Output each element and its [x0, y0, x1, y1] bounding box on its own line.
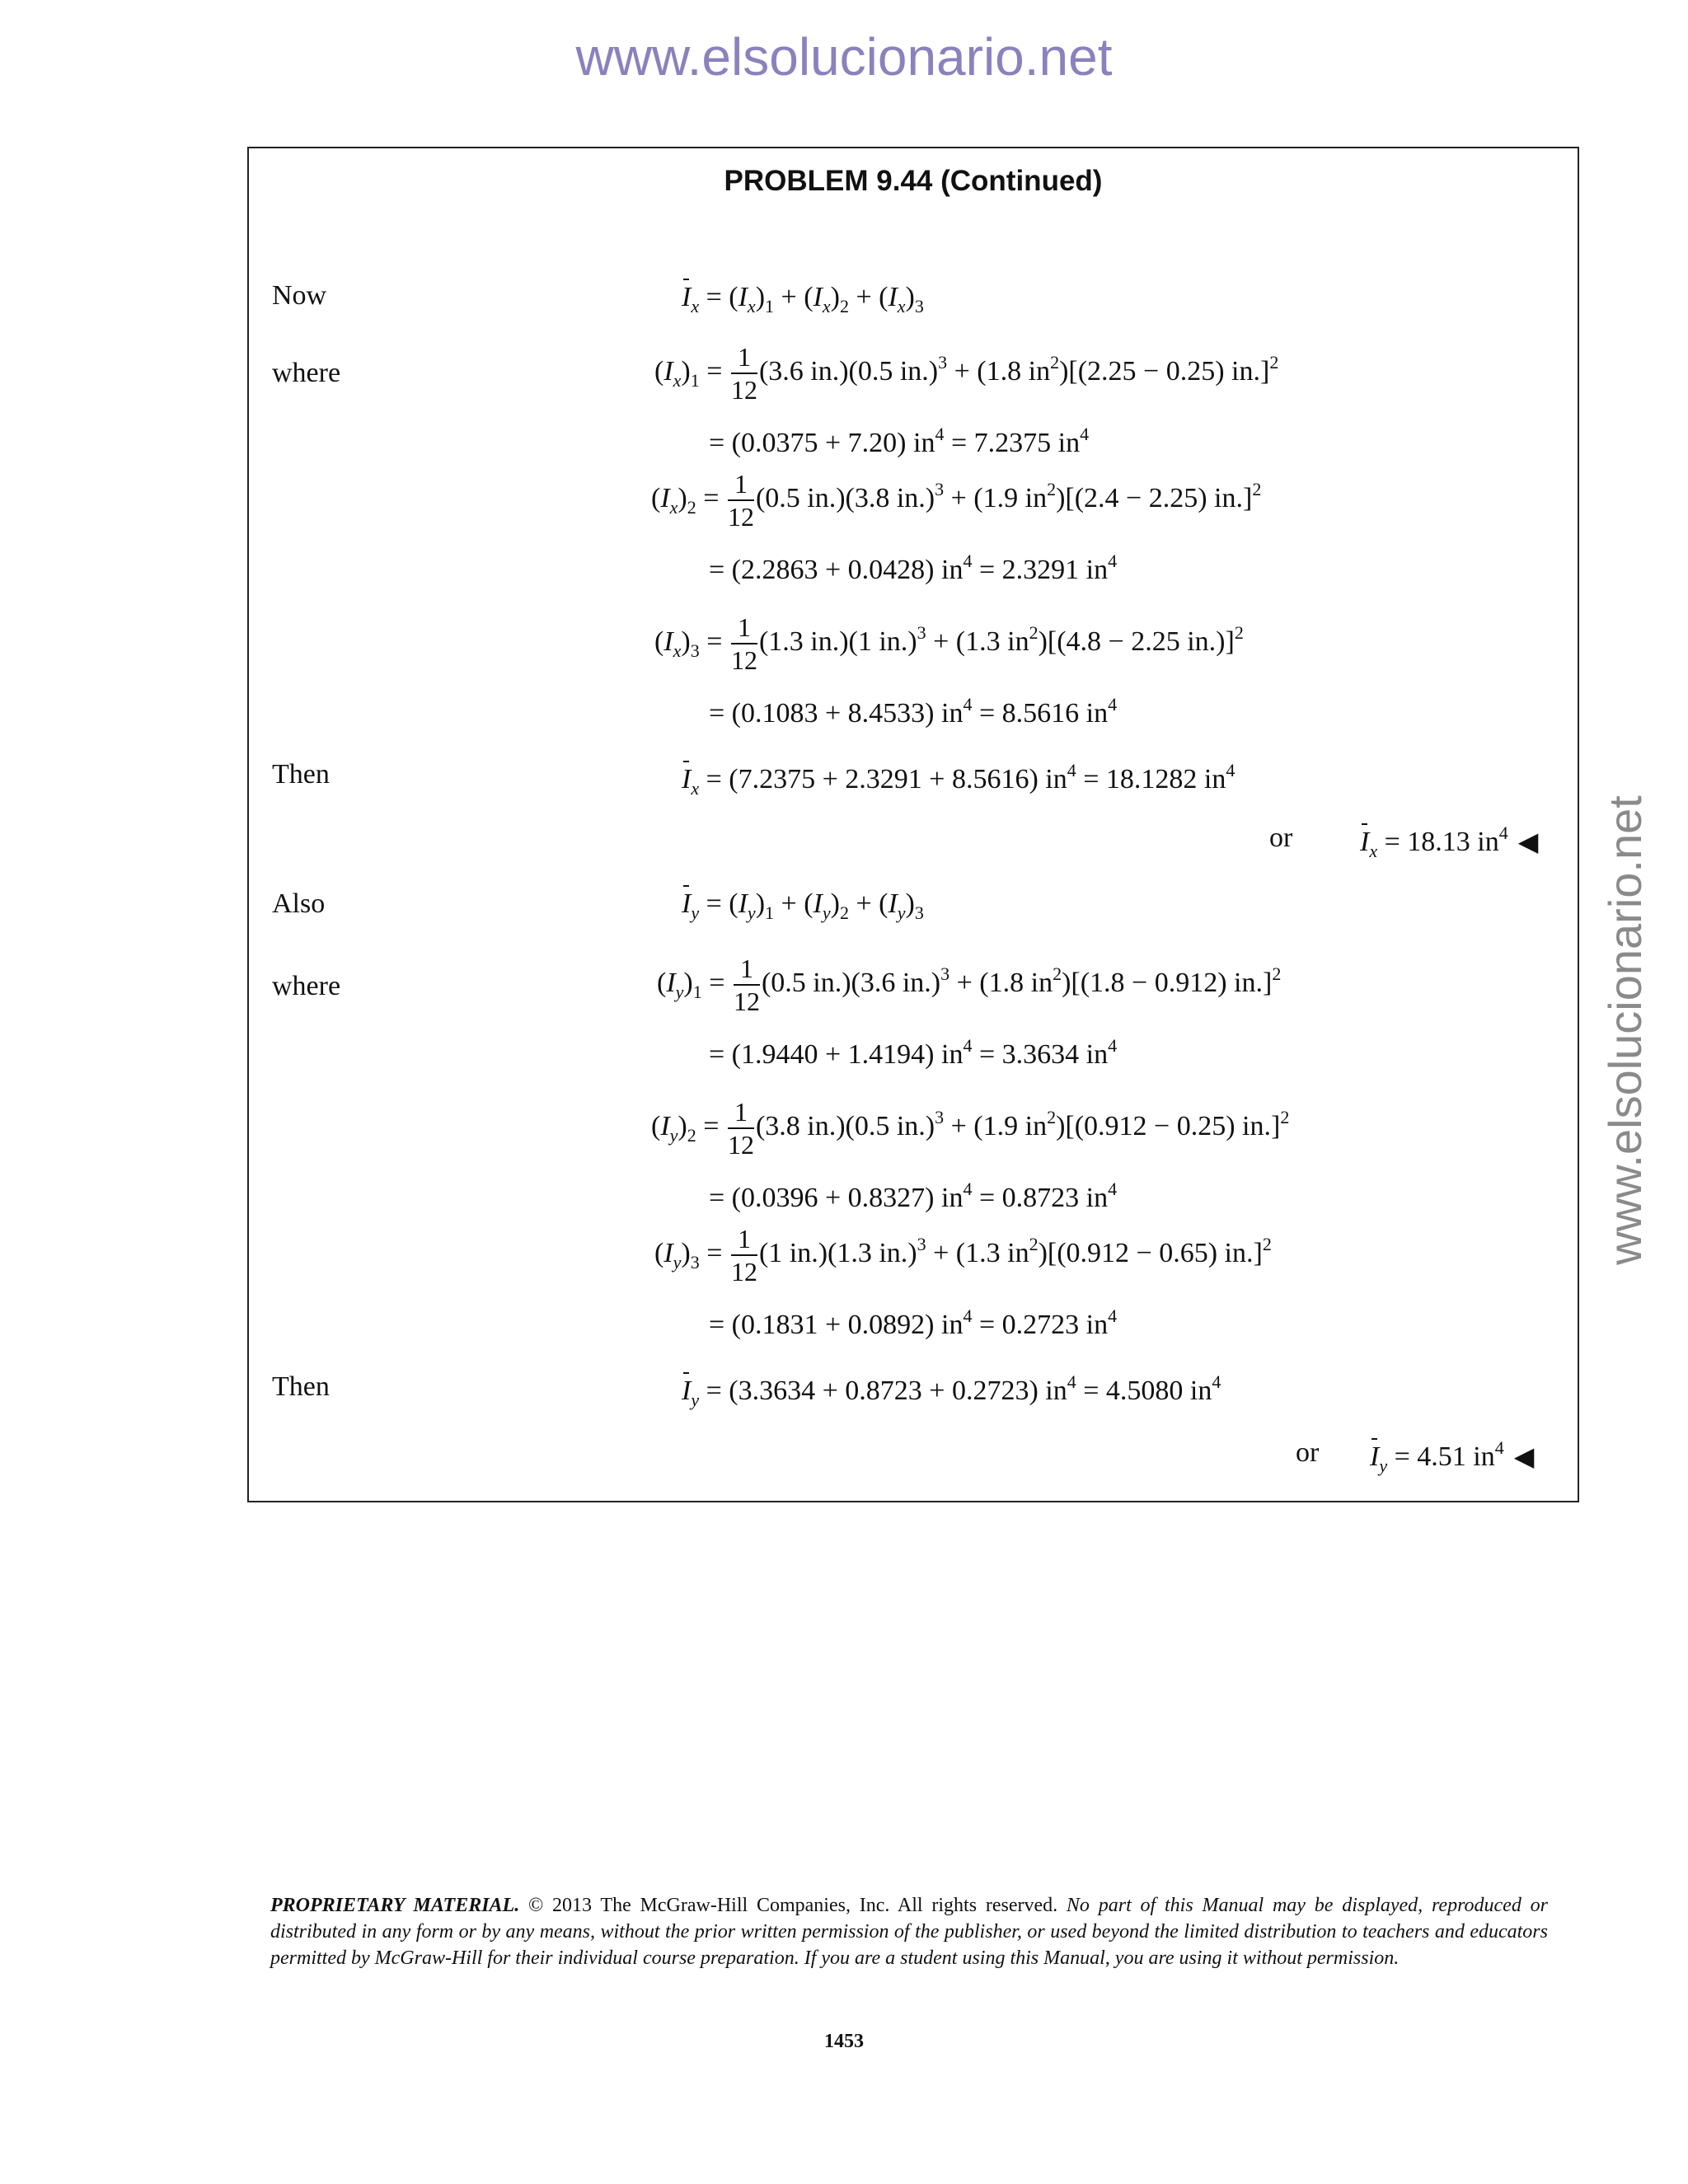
- fraction: $\frac{1}{12}$: [727, 1097, 754, 1160]
- ix1-result: = (0.0375 + 7.20) $in^4 = 7.2375$ $in^4$: [709, 424, 1090, 458]
- watermark-top: www.elsolucionario.net: [575, 27, 1113, 87]
- fraction: $\frac{1}{12}$: [730, 612, 757, 675]
- iy3-equation: $(I_y)_3$ = $\frac{1}{12}$ (1 in.)(1.3 in.)$^3$ + (1.3 $in^2)[(0.912 - 0.65)$ in.]$^2$: [654, 1224, 1272, 1286]
- fraction: $\frac{1}{12}$: [730, 342, 757, 405]
- watermark-side: www.elsolucionario.net: [1599, 795, 1651, 1265]
- fraction: $\frac{1}{12}$: [733, 954, 760, 1016]
- iy2-equation: $(I_y)_2$ = $\frac{1}{12}$ (3.8 in.)(0.5 in.)$^3$ + (1.9 $in^2)[(0.912 - 0.25)$ in.]$^2$: [651, 1097, 1290, 1160]
- label-then-1: Then: [272, 759, 330, 790]
- ix-sum-equation: $I_x = (I_x)_1 + (I_x)_2 + (I_x)_3$: [682, 282, 924, 316]
- ix-total: $I_x = (7.2375 + 2.3291 + 8.5616) in^4 = 18.1282$ $in^4$: [682, 760, 1236, 799]
- ix3-equation: $(I_x)_3$ = $\frac{1}{12}$ (1.3 in.)(1 in.)$^3$ + (1.3 $in^2)[(4.8 - 2.25$ in.)]$^2$: [654, 612, 1244, 675]
- label-or-2: or: [1296, 1437, 1320, 1468]
- iy-answer: $I_y = 4.51$ $in^4$ ◀: [1370, 1437, 1535, 1476]
- label-or-1: or: [1269, 823, 1293, 853]
- iy1-result: = (1.9440 + 1.4194) $in^4 = 3.3634$ $in^4$: [709, 1035, 1118, 1070]
- fraction: $\frac{1}{12}$: [727, 469, 754, 532]
- iy-sum-equation: $I_y = (I_y)_1 + (I_y)_2 + (I_y)_3$: [682, 888, 924, 923]
- label-where-2: where: [272, 971, 341, 1001]
- copyright-notice: PROPRIETARY MATERIAL. © 2013 The McGraw-Hill Companies, Inc. All rights reserved. No part of this Manual may be displayed, reproduced or distributed in any form or by any means, without the prior written permission of the publisher, or used beyond the limited distribution to teachers and educators permitted by McGraw-Hill for their individual course preparation. If you are a student using this Manual, you are using it without permission.: [270, 1895, 1548, 1969]
- ix3-result: = (0.1083 + 8.4533) $in^4 = 8.5616$ $in^4$: [709, 694, 1118, 729]
- ix2-result: = (2.2863 + 0.0428) $in^4 = 2.3291$ $in^4$: [709, 551, 1118, 585]
- ix-answer: $I_x = 18.13$ $in^4$ ◀: [1360, 823, 1539, 861]
- answer-marker-icon: ◀: [1513, 1441, 1535, 1472]
- label-where-1: where: [272, 358, 341, 388]
- iy-total: $I_y = (3.3634 + 0.8723 + 0.2723) in^4 = 4.5080$ $in^4$: [682, 1371, 1221, 1410]
- iy2-result: = (0.0396 + 0.8327) $in^4 = 0.8723$ $in^4$: [709, 1179, 1118, 1213]
- page-number: 1453: [824, 2031, 864, 2052]
- problem-title: PROBLEM 9.44 (Continued): [724, 165, 1103, 197]
- solution-box: [247, 147, 1579, 1502]
- fraction: $\frac{1}{12}$: [730, 1224, 757, 1286]
- ix1-equation: $(I_x)_1$ = $\frac{1}{12}$ (3.6 in.)(0.5 in.)$^3$ + (1.8 $in^2)[(2.25 - 0.25)$ in.]$^2$: [654, 342, 1279, 405]
- iy1-equation: $(I_y)_1$ = $\frac{1}{12}$ (0.5 in.)(3.6 in.)$^3$ + (1.8 $in^2)[(1.8 - 0.912)$ in.]$^2$: [657, 954, 1282, 1016]
- label-also: Also: [272, 888, 326, 919]
- iy3-result: = (0.1831 + 0.0892) $in^4 = 0.2723$ $in^4$: [709, 1305, 1118, 1340]
- answer-marker-icon: ◀: [1517, 826, 1539, 857]
- ix2-equation: $(I_x)_2$ = $\frac{1}{12}$ (0.5 in.)(3.8 in.)$^3$ + (1.9 $in^2)[(2.4 - 2.25)$ in.]$^2$: [651, 469, 1262, 532]
- label-then-2: Then: [272, 1371, 330, 1402]
- label-now: Now: [272, 280, 327, 311]
